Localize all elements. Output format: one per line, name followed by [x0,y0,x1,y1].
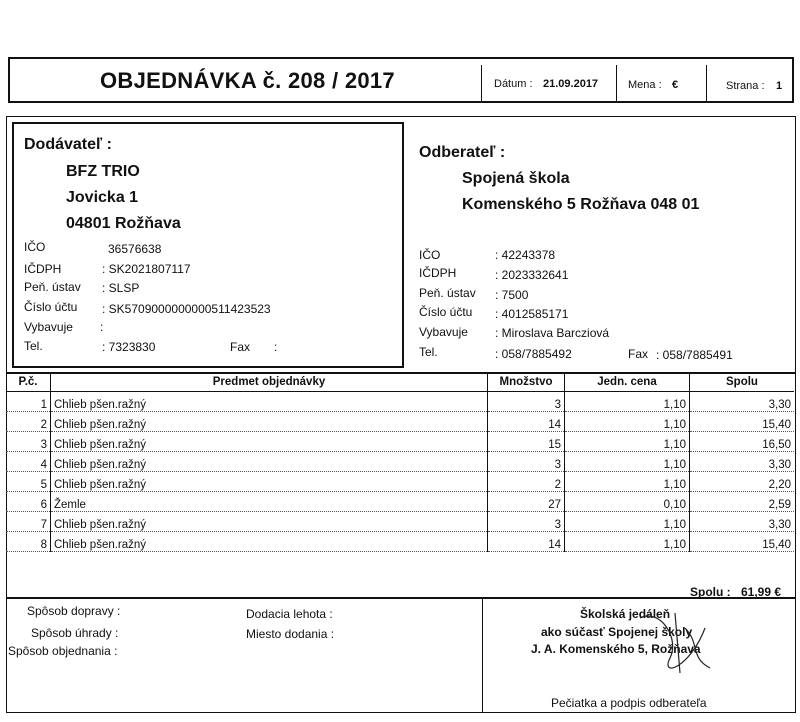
row-unit-price: 1,10 [565,412,690,432]
row-item: Chlieb pšen.ražný [51,472,488,492]
col-header-quantity: Množstvo [488,373,565,392]
row-index: 1 [6,392,51,412]
customer-ico-label: IČO [419,248,441,262]
col-header-index: P.č. [6,373,51,392]
row-quantity: 2 [488,472,565,492]
supplier-fax: : [274,340,278,354]
row-total: 2,59 [690,492,795,512]
currency-value: € [672,79,679,91]
customer-account-label: Číslo účtu [419,305,473,319]
table-row [6,412,794,432]
customer-heading: Odberateľ : [419,144,506,161]
table-row [6,452,794,472]
col-header-item: Predmet objednávky [51,373,488,392]
supplier-ico-label: IČO [24,240,46,254]
document-title: OBJEDNÁVKA č. 208 / 2017 [100,68,395,93]
table-row [6,432,794,452]
supplier-city: 04801 Rožňava [66,215,181,232]
row-quantity: 3 [488,512,565,532]
ordering-label: Spôsob objednania : [8,644,118,658]
row-index: 7 [6,512,51,532]
page-label: Strana : [726,80,765,92]
customer-bank-label: Peň. ústav [419,286,476,300]
supplier-handler-label: Vybavuje [24,320,73,334]
table-row [6,472,794,492]
row-index: 5 [6,472,51,492]
supplier-tel: : 7323830 [102,340,156,354]
supplier-handler: : [100,320,104,334]
row-unit-price: 0,10 [565,492,690,512]
row-quantity: 14 [488,412,565,432]
row-quantity: 15 [488,432,565,452]
row-total: 3,30 [690,392,795,412]
customer-icdph: : 2023332641 [495,268,569,282]
row-unit-price: 1,10 [565,452,690,472]
row-index: 3 [6,432,51,452]
supplier-bank: : SLSP [102,281,140,295]
table-row [6,532,794,552]
supplier-tel-label: Tel. [24,339,43,353]
customer-name: Spojená škola [462,170,570,187]
customer-handler-label: Vybavuje [419,325,468,339]
row-total: 3,30 [690,452,795,472]
supplier-account: : SK5709000000000511423523 [102,302,271,316]
supplier-heading: Dodávateľ : [24,136,112,153]
customer-bank: : 7500 [495,288,529,302]
row-item: Chlieb pšen.ražný [51,432,488,452]
customer-tel: : 058/7885492 [495,347,572,361]
supplier-ico: 36576638 [108,242,162,256]
row-item: Chlieb pšen.ražný [51,532,488,552]
row-total: 15,40 [690,532,795,552]
customer-tel-label: Tel. [419,345,438,359]
row-quantity: 3 [488,452,565,472]
customer-fax: : 058/7885491 [656,348,733,362]
customer-icdph-label: IČDPH [419,266,457,280]
supplier-name: BFZ TRIO [66,163,140,180]
row-item: Žemle [51,492,488,512]
col-header-total: Spolu [690,373,795,392]
row-index: 6 [6,492,51,512]
supplier-icdph: : SK2021807117 [102,262,191,276]
date-label: Dátum : [494,78,533,90]
row-index: 8 [6,532,51,552]
signature-scribble [620,598,740,678]
stamp-line-2: ako súčasť Spojenej školy [541,625,693,639]
row-unit-price: 1,10 [565,472,690,492]
col-header-unit-price: Jedn. cena [565,373,690,392]
customer-account: : 4012585171 [495,307,569,321]
row-item: Chlieb pšen.ražný [51,452,488,472]
date-value: 21.09.2017 [543,78,599,90]
row-quantity: 27 [488,492,565,512]
table-header-row [6,373,794,392]
row-unit-price: 1,10 [565,512,690,532]
row-item: Chlieb pšen.ražný [51,392,488,412]
items-table [6,373,794,552]
delivery-time-label: Dodacia lehota : [246,607,333,621]
page-value: 1 [776,80,783,92]
supplier-fax-label: Fax [230,340,251,354]
row-unit-price: 1,10 [565,532,690,552]
customer-address: Komenského 5 Rožňava 048 01 [462,196,700,213]
delivery-place-label: Miesto dodania : [246,627,335,641]
row-item: Chlieb pšen.ražný [51,512,488,532]
row-index: 4 [6,452,51,472]
stamp-line-3: J. A. Komenského 5, Rožňava [531,642,701,656]
table-row [6,392,794,412]
row-item: Chlieb pšen.ražný [51,412,488,432]
stamp-line-1: Školská jedáleň [580,607,671,621]
currency-label: Mena : [628,79,662,91]
supplier-bank-label: Peň. ústav [24,280,81,294]
table-row [6,512,794,532]
customer-ico: : 42243378 [495,248,556,262]
signature-caption: Pečiatka a podpis odberateľa [551,696,707,710]
row-quantity: 3 [488,392,565,412]
row-quantity: 14 [488,532,565,552]
payment-label: Spôsob úhrady : [31,626,119,640]
customer-fax-label: Fax [628,347,649,361]
transport-label: Spôsob dopravy : [27,604,121,618]
row-total: 15,40 [690,412,795,432]
table-row [6,492,794,512]
row-total: 3,30 [690,512,795,532]
row-total: 16,50 [690,432,795,452]
grand-total-value: 61,99 € [741,585,782,599]
grand-total-label: Spolu : [690,585,731,599]
supplier-street: Jovicka 1 [66,189,139,206]
row-unit-price: 1,10 [565,432,690,452]
row-total: 2,20 [690,472,795,492]
row-unit-price: 1,10 [565,392,690,412]
customer-handler: : Miroslava Barcziová [495,326,610,340]
supplier-account-label: Číslo účtu [24,300,78,314]
row-index: 2 [6,412,51,432]
supplier-icdph-label: IČDPH [24,262,62,276]
